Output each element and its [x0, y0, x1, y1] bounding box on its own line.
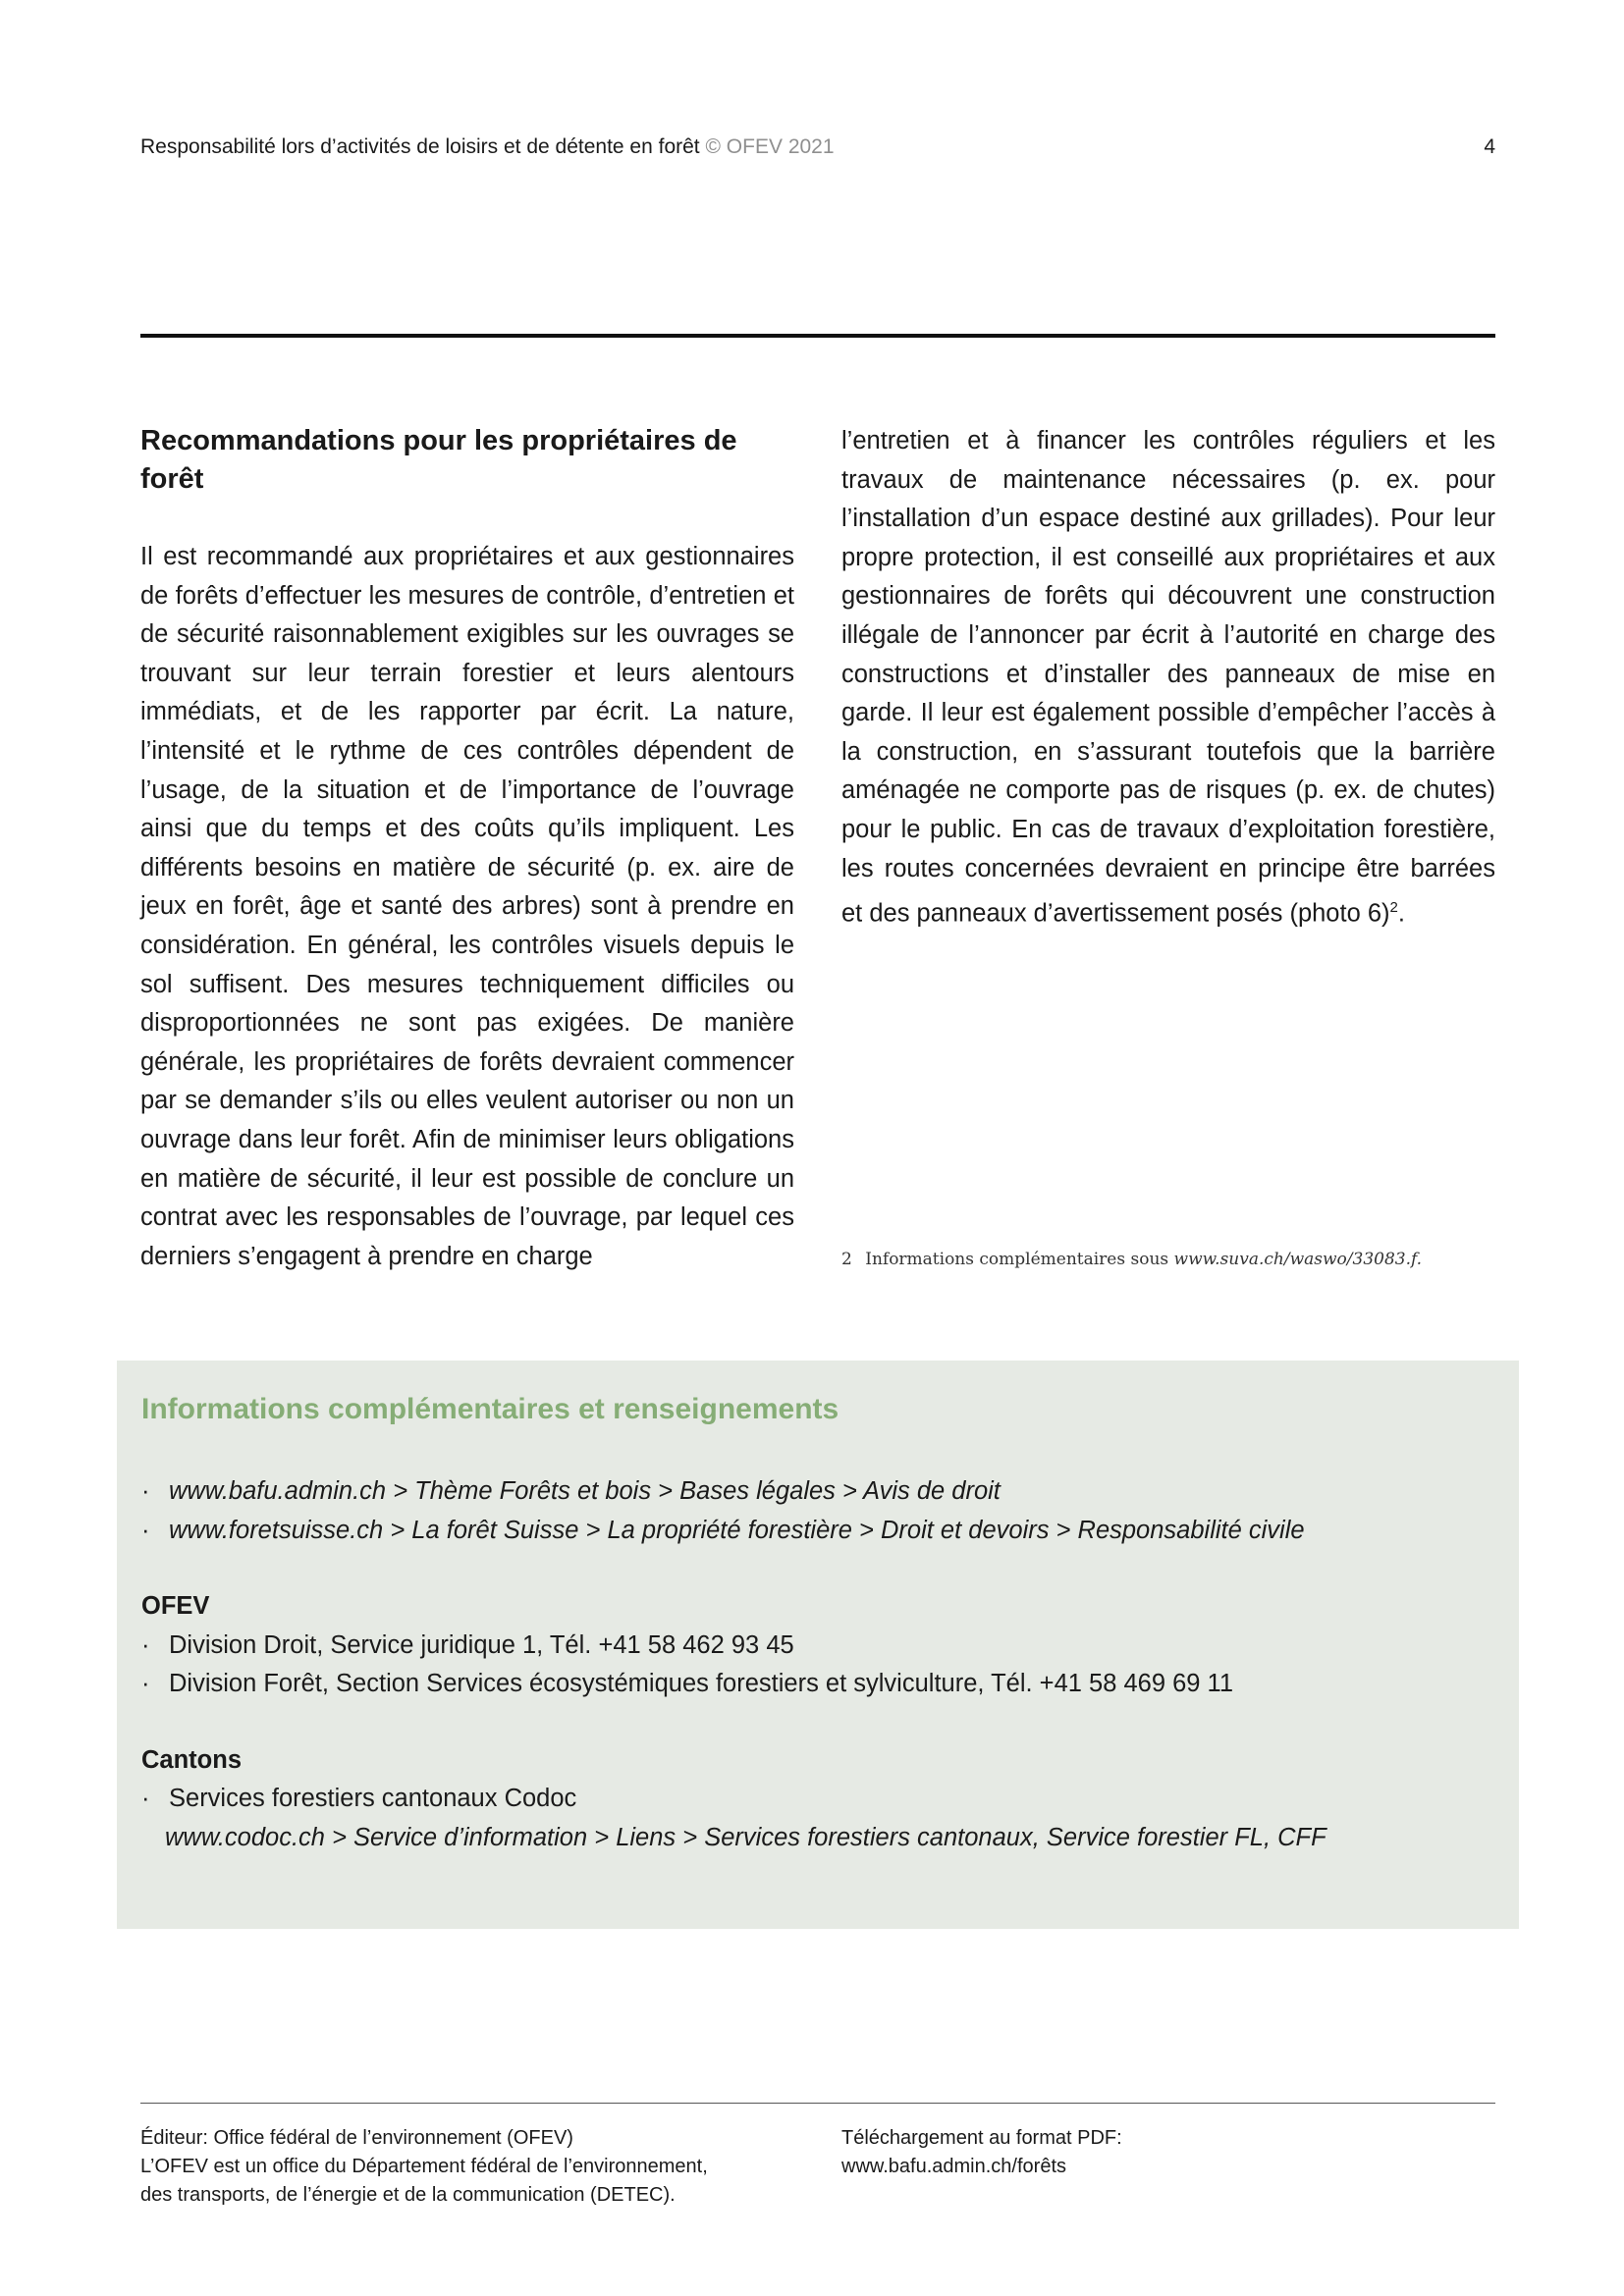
list-item	[141, 1512, 1487, 1551]
download-label: Téléchargement au format PDF:	[841, 2127, 1122, 2149]
info-box	[117, 1361, 1519, 1929]
info-box-title: Informations complémentaires et renseignements	[141, 1393, 839, 1425]
bullet-icon: ·	[141, 1516, 150, 1544]
cantons-item: Services forestiers cantonaux Codoc	[169, 1785, 577, 1812]
list-item	[141, 1665, 1487, 1704]
header-divider	[140, 334, 1495, 338]
footnote-link[interactable]: www.suva.ch/waswo/33083.f.	[1173, 1250, 1423, 1269]
list-item	[141, 1472, 1487, 1512]
body-paragraph-right-text: l’entretien et à financer les contrôles réguliers et les travaux de maintenance nécessaires (p. ex. pour l’installation d’un espace destiné aux grillades). Pour leur propre protection, il est conseillé aux propriétaires et aux gestionnaires de forêts qui découvrent une construction illégale de l’annoncer par écrit à l’autorité en charge des constructions et d’installer des panneaux de mise en garde. Il leur est également possible d’empêcher l’accès à la construction, en s’assurant toutefois que la barrière aménagée ne comporte pas de risques (p. ex. de chutes) pour le public. En cas de travaux d’exploitation forestière, les routes concernées devraient en principe être barrées et des panneaux d’avertissement posés (photo 6)	[841, 427, 1495, 928]
section-heading: Recommandations pour les propriétaires de forêt	[140, 425, 737, 495]
cantons-list	[141, 1780, 1487, 1819]
copyright: © OFEV 2021	[705, 135, 835, 158]
body-paragraph-left: Il est recommandé aux propriétaires et aux gestionnaires de forêts d’effectuer les mesures de contrôle, d’entretien et de sécurité raisonnablement exigibles sur les ouvrages se trouvant sur leur terrain forestier et leurs alentours immédiats, et de les rapporter par écrit. La nature, l’intensité et le rythme de ces contrôles dépendent de l’usage, de la situation et de l’importance de l’ouvrage ainsi que du temps et des coûts qu’ils impliquent. Les différents besoins en matière de sécurité (p. ex. aire de jeux en forêt, âge et santé des arbres) sont à prendre en considération. En général, les contrôles visuels depuis le sol suffisent. Des mesures techniquement difficiles ou disproportionnées ne sont pas exigées. De manière générale, les propriétaires de forêts devraient commencer par se demander s’ils ou elles veulent autoriser ou non un ouvrage dans leur forêt. Afin de minimiser leurs obligations en matière de sécurité, il leur est possible de conclure un contrat avec les responsables de l’ouvrage, par lequel ces derniers s’engagent à prendre en charge	[140, 543, 794, 1270]
footer-line: Éditeur: Office fédéral de l’environnement (OFEV)	[140, 2127, 573, 2149]
link-bafu[interactable]: www.bafu.admin.ch > Thème Forêts et bois > Bases légales > Avis de droit	[169, 1477, 1001, 1505]
footnote-reference[interactable]: 2	[1389, 899, 1398, 917]
footer-download	[841, 2124, 1431, 2181]
page-header	[140, 135, 1495, 165]
ofev-list	[141, 1627, 1487, 1704]
ofev-title: OFEV	[141, 1592, 210, 1620]
footnote-number: 2	[841, 1250, 852, 1269]
bullet-icon: ·	[141, 1670, 150, 1697]
text-column-right	[841, 422, 1495, 934]
ofev-contact-law: Division Droit, Service juridique 1, Tél. +41 58 462 93 45	[169, 1630, 794, 1659]
footer-publisher	[140, 2124, 828, 2210]
page-number: 4	[1484, 135, 1495, 158]
list-item	[141, 1780, 1487, 1819]
link-foretsuisse[interactable]: www.foretsuisse.ch > La forêt Suisse > La propriété forestière > Droit et devoirs > Responsabilité civile	[169, 1516, 1305, 1544]
list-item	[141, 1627, 1487, 1666]
text-column-left	[140, 422, 794, 1276]
footnote	[841, 1250, 1495, 1269]
footer-line: des transports, de l’énergie et de la communication (DETEC).	[140, 2184, 676, 2206]
ofev-contact-forest: Division Forêt, Section Services écosystémiques forestiers et sylviculture, Tél. +41 58 469 69 11	[169, 1670, 1234, 1697]
footer-divider	[140, 2103, 1495, 2104]
link-codoc[interactable]: www.codoc.ch > Service d’information > Liens > Services forestiers cantonaux, Service forestier FL, CFF	[165, 1823, 1326, 1851]
document-title: Responsabilité lors d’activités de loisirs et de détente en forêt	[140, 135, 700, 158]
info-links-list	[141, 1472, 1487, 1550]
cantons-title: Cantons	[141, 1745, 242, 1774]
bullet-icon: ·	[141, 1785, 150, 1812]
footer-line: L’OFEV est un office du Département fédéral de l’environnement,	[140, 2156, 708, 2177]
footnote-text: Informations complémentaires sous	[865, 1250, 1169, 1269]
bullet-icon: ·	[141, 1630, 150, 1659]
bullet-icon: ·	[141, 1477, 150, 1505]
body-paragraph-right: l’entretien et à financer les contrôles réguliers et les travaux de maintenance nécessaires (p. ex. pour l’installation d’un espace destiné aux grillades). Pour leur propre protection, il est conseillé aux propriétaires et aux gestionnaires de forêts qui découvrent une construction illégale de l’annoncer par écrit à l’autorité en charge des constructions et d’installer des panneaux de mise en garde. Il leur est également possible d’empêcher l’accès à la construction, en s’assurant toutefois que la barrière aménagée ne comporte pas de risques (p. ex. de chutes) pour le public. En cas de travaux d’exploitation forestière, les routes concernées devraient en principe être barrées et des panneaux d’avertissement posés (photo 6)$^2$.	[841, 427, 1495, 928]
header-title	[140, 135, 835, 159]
download-link[interactable]: www.bafu.admin.ch/forêts	[841, 2156, 1066, 2177]
